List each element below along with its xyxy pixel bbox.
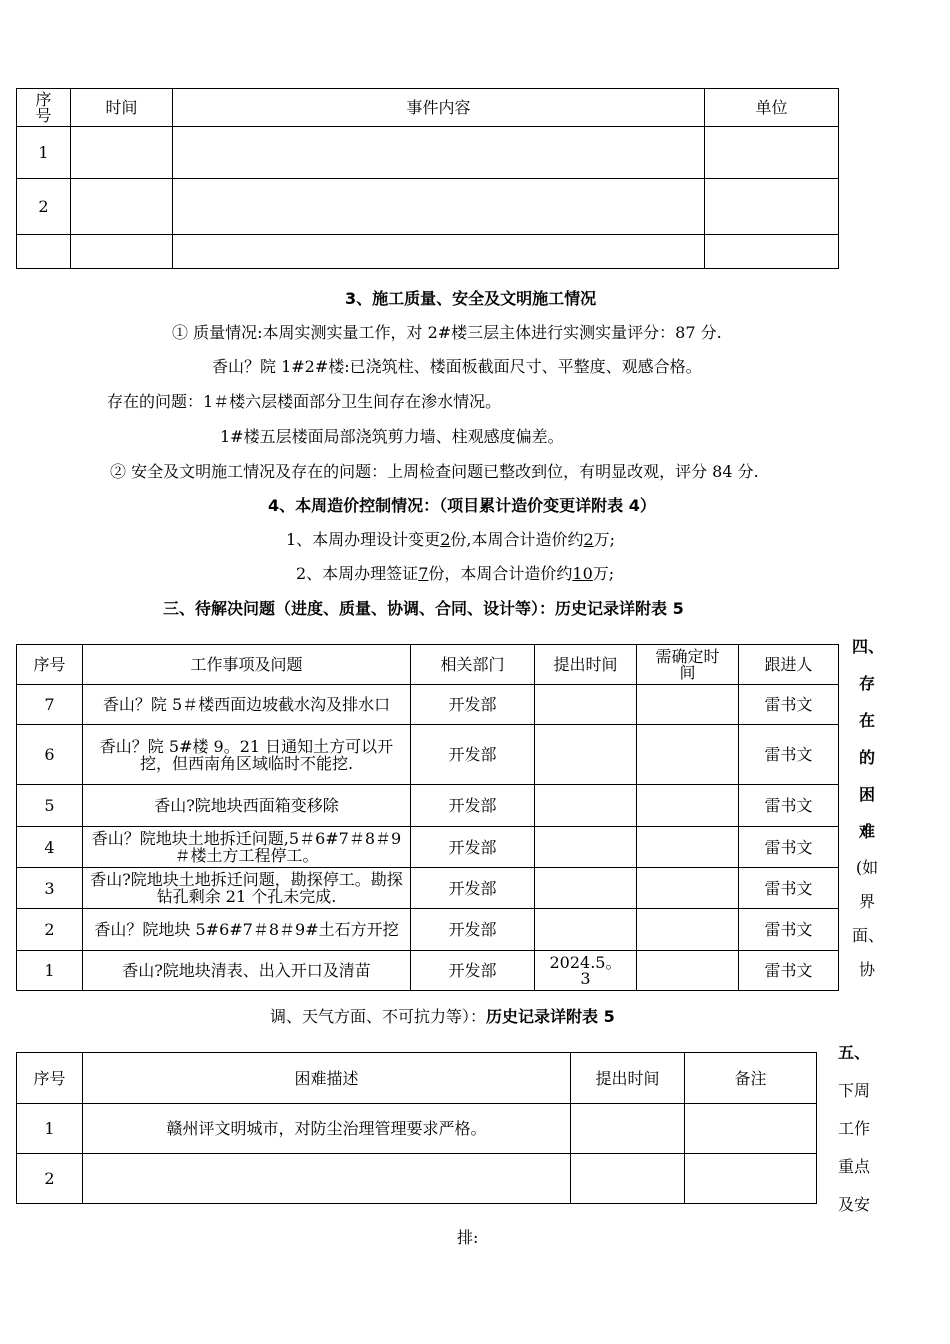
table-row [17, 785, 839, 827]
cell: 2 [17, 179, 71, 235]
cell [637, 725, 739, 785]
cell [637, 868, 739, 909]
cell: 2024.5。 3 [535, 951, 637, 991]
cell [71, 127, 173, 179]
side-char: 的 [858, 748, 875, 767]
col-owner: 跟进人 [739, 645, 839, 685]
col-date: 提出时间 [535, 645, 637, 685]
cell [535, 725, 637, 785]
col-date: 提出时间 [571, 1053, 685, 1104]
cell [685, 1154, 817, 1204]
section3-line5: ② 安全及文明施工情况及存在的问题：上周检查问题已整改到位，有明显改观，评分 84 分. [110, 462, 759, 481]
col-dept: 相关部门 [411, 645, 535, 685]
cell [571, 1154, 685, 1204]
side-char: 下周 [837, 1081, 870, 1100]
cell: 开发部 [411, 868, 535, 909]
cell: 香山？院 5＃楼西面边坡截水沟及排水口 [83, 685, 411, 725]
section3-title: 3、施工质量、安全及文明施工情况 [345, 289, 597, 308]
table-row [17, 827, 839, 868]
col-time: 时间 [71, 89, 173, 127]
cell [535, 785, 637, 827]
table-header-row [17, 1053, 817, 1104]
cell [173, 179, 705, 235]
cell [535, 685, 637, 725]
cell [637, 685, 739, 725]
cell: 雷书文 [739, 868, 839, 909]
cell: 开发部 [411, 827, 535, 868]
section3-line1: ① 质量情况:本周实测实量工作，对 2#楼三层主体进行实测实量评分：87 分. [172, 323, 722, 342]
cell: 雷书文 [739, 685, 839, 725]
col-unit: 单位 [705, 89, 839, 127]
section3-line3: 存在的问题：1＃楼六层楼面部分卫生间存在渗水情况。 [107, 392, 502, 411]
cell: 1 [17, 951, 83, 991]
cell: 4 [17, 827, 83, 868]
side-char: 在 [858, 711, 875, 730]
side-char: 及安 [837, 1195, 870, 1214]
cell [83, 1154, 571, 1204]
table-row [17, 1104, 817, 1154]
col-event: 事件内容 [173, 89, 705, 127]
cell [535, 827, 637, 868]
side-char: 面、 [852, 926, 885, 945]
cell [685, 1104, 817, 1154]
table-row [17, 725, 839, 785]
side-char: 协 [858, 960, 875, 979]
cell [173, 127, 705, 179]
side-char: 五、 [837, 1043, 870, 1062]
table-header-row [17, 645, 839, 685]
cell: 7 [17, 685, 83, 725]
cell: 香山?院地块土地拆迁问题，勘探停工。勘探钻孔剩余 21 个孔未完成. [83, 868, 411, 909]
table-row [17, 868, 839, 909]
cell [637, 827, 739, 868]
cell: 2 [17, 1154, 83, 1204]
section4-line1: 1、本周办理设计变更2份,本周合计造价约2万; [286, 530, 616, 549]
side-char: 四、 [852, 637, 885, 656]
cell: 开发部 [411, 685, 535, 725]
cell [71, 179, 173, 235]
cell: 1 [17, 1104, 83, 1154]
cell: 6 [17, 725, 83, 785]
cell [705, 235, 839, 269]
cell [17, 235, 71, 269]
col-remark: 备注 [685, 1053, 817, 1104]
cell: 开发部 [411, 785, 535, 827]
cell [71, 235, 173, 269]
cell [637, 785, 739, 827]
cell: 香山？院地块土地拆迁问题,5＃6#7＃8＃9＃楼土方工程停工。 [83, 827, 411, 868]
cell [571, 1104, 685, 1154]
side-char: 难 [858, 822, 875, 841]
table-row [17, 235, 839, 269]
side-char: 工作 [837, 1119, 870, 1138]
col-confirm-date: 需确定时 间 [637, 645, 739, 685]
col-description: 困难描述 [83, 1053, 571, 1104]
table-row [17, 179, 839, 235]
cell: 香山？院地块 5#6#7＃8＃9#土石方开挖 [83, 909, 411, 951]
cell: 香山?院地块清表、出入开口及清苗 [83, 951, 411, 991]
cell: 3 [17, 868, 83, 909]
cell [705, 179, 839, 235]
side-char: (如 [855, 858, 879, 877]
section3-line4: 1#楼五层楼面局部浇筑剪力墙、柱观感度偏差。 [220, 427, 564, 446]
section-four-continuation: 调、天气方面、不可抗力等）：历史记录详附表 5 [270, 1007, 615, 1026]
side-char: 困 [858, 785, 875, 804]
pending-issues-table [16, 644, 839, 991]
col-index: 序 号 [17, 89, 71, 127]
cell: 开发部 [411, 951, 535, 991]
section4-title: 4、本周造价控制情况：（项目累计造价变更详附表 4） [268, 496, 656, 515]
col-index: 序号 [17, 645, 83, 685]
cell [637, 909, 739, 951]
cell: 5 [17, 785, 83, 827]
section4-line2: 2、本周办理签证7份，本周合计造价约10万; [296, 564, 615, 583]
cell [535, 909, 637, 951]
event-table [16, 88, 839, 269]
difficulty-table [16, 1052, 817, 1204]
col-item: 工作事项及问题 [83, 645, 411, 685]
cell: 雷书文 [739, 827, 839, 868]
cell: 雷书文 [739, 951, 839, 991]
table-row [17, 127, 839, 179]
cell: 香山?院地块西面箱变移除 [83, 785, 411, 827]
cell: 雷书文 [739, 725, 839, 785]
cell [173, 235, 705, 269]
cell: 雷书文 [739, 909, 839, 951]
section3-line2: 香山？院 1#2#楼:已浇筑柱、楼面板截面尺寸、平整度、观感合格。 [212, 357, 702, 376]
cell [637, 951, 739, 991]
side-char: 存 [858, 674, 875, 693]
cell: 赣州评文明城市，对防尘治理管理要求严格。 [83, 1104, 571, 1154]
cell [705, 127, 839, 179]
col-index: 序号 [17, 1053, 83, 1104]
table-header-row [17, 89, 839, 127]
section-three-title: 三、待解决问题（进度、质量、协调、合同、设计等）：历史记录详附表 5 [163, 599, 684, 618]
table-row [17, 685, 839, 725]
section-five-side-heading [832, 1040, 876, 1230]
table-row [17, 909, 839, 951]
cell: 2 [17, 909, 83, 951]
table-row [17, 1154, 817, 1204]
cell: 开发部 [411, 725, 535, 785]
section-five-continuation: 排: [457, 1228, 479, 1247]
table-row [17, 951, 839, 991]
cell: 香山？院 5#楼 9。21 日通知土方可以开挖，但西南角区域临时不能挖. [83, 725, 411, 785]
cell: 开发部 [411, 909, 535, 951]
section-four-side-heading [852, 634, 885, 991]
side-char: 重点 [837, 1157, 870, 1176]
cell: 雷书文 [739, 785, 839, 827]
cell [535, 868, 637, 909]
side-char: 界 [858, 892, 875, 911]
cell: 1 [17, 127, 71, 179]
